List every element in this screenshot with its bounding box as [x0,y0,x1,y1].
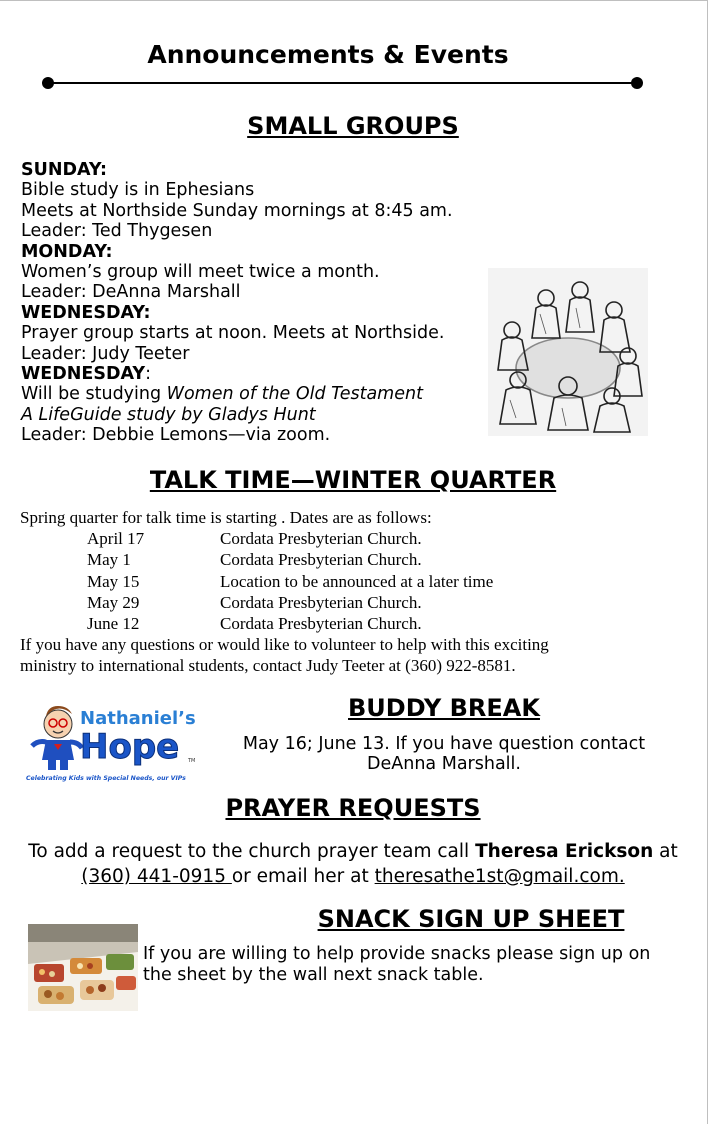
sunday-line2: Meets at Northside Sunday mornings at 8:45 am. [21,200,453,221]
nathaniels-hope-logo [24,694,196,784]
title-divider [47,82,637,84]
prayer-requests-heading: PRAYER REQUESTS [225,794,481,822]
prayer-phone-link[interactable]: (360) 441-0915 [81,866,232,887]
wednesday2-line2 [21,405,453,425]
sunday-line1: Bible study is in Ephesians [21,180,255,201]
schedule-date: May 15 [87,571,140,591]
wednesday-label: WEDNESDAY: [21,302,151,323]
snack-table-photo [28,924,138,1011]
buddy-break-line2: DeAnna Marshall. [367,754,521,774]
prayer-line2 [20,864,686,889]
wednesday2-leader: Leader: Debbie Lemons—via zoom. [21,425,331,446]
monday-line1: Women’s group will meet twice a month. [21,262,380,283]
talk-time-section [20,507,549,677]
prayer-email-link[interactable]: theresathe1st@gmail.com. [374,866,625,887]
divider-dot-left [42,77,54,89]
talk-time-intro: Spring quarter for talk time is starting . Dates are as follows: [20,508,432,527]
schedule-date: May 29 [87,592,140,612]
schedule-date: June 12 [87,613,140,633]
divider-dot-right [631,77,643,89]
logo-brand-line1: Nathaniel’s [80,708,196,729]
schedule-date: April 17 [87,529,145,549]
schedule-row [20,592,549,613]
buddy-break-text [226,734,662,774]
wednesday-line1: Prayer group starts at noon. Meets at Northside. [21,323,445,344]
talk-time-heading: TALK TIME—WINTER QUARTER [149,466,557,494]
schedule-row [20,549,549,570]
wednesday2-line1 [21,384,453,404]
small-groups-heading: SMALL GROUPS [247,112,459,140]
wednesday2-colon: : [145,364,151,385]
small-groups-list [21,160,453,446]
schedule-location: Cordata Presbyterian Church. [220,529,422,549]
schedule-location: Cordata Presbyterian Church. [220,592,422,612]
logo-trademark: TM [188,758,196,764]
wednesday2-book-title: Women of the Old Testament [166,384,423,405]
sunday-label: SUNDAY: [21,160,108,180]
prayer-text-part3: or email her at [231,866,375,887]
talk-time-footer-1: If you have any questions or would like to volunteer to help with this exciting [20,635,549,655]
logo-tagline: Celebrating Kids with Special Needs, our VIPs [26,775,186,782]
buddy-break-heading: BUDDY BREAK [348,694,540,722]
schedule-location: Cordata Presbyterian Church. [220,550,422,570]
wednesday2-book-subtitle: A LifeGuide study by Gladys Hunt [21,404,316,425]
monday-label: MONDAY: [21,241,113,262]
prayer-text-part1: To add a request to the church prayer team call [28,841,476,862]
wednesday2-label-line [21,364,453,384]
snack-line1: If you are willing to help provide snacks please sign up on [143,944,651,964]
snack-line2: the sheet by the wall next snack table. [143,964,484,985]
schedule-date: May 1 [87,550,131,570]
monday-leader: Leader: DeAnna Marshall [21,282,241,303]
logo-brand-line2: Hope [80,727,180,767]
page-title: Announcements & Events [147,40,509,69]
schedule-location: Location to be announced at a later time [220,571,494,591]
buddy-break-line1: May 16; June 13. If you have question contact [242,734,646,754]
schedule-row [20,571,549,592]
prayer-circle-illustration [488,268,648,436]
snack-heading: SNACK SIGN UP SHEET [317,905,625,933]
page-border-top [0,0,708,1]
prayer-requests-text [20,839,686,889]
sunday-leader: Leader: Ted Thygesen [21,221,213,242]
talk-time-footer-2: ministry to international students, contact Judy Teeter at (360) 922-8581. [20,656,516,676]
schedule-row [20,528,549,549]
wednesday2-label: WEDNESDAY [21,364,146,385]
prayer-contact-name: Theresa Erickson [475,841,654,862]
schedule-location: Cordata Presbyterian Church. [220,613,422,633]
prayer-line1 [20,839,686,864]
schedule-row [20,613,549,634]
prayer-text-part2: at [653,841,678,862]
wednesday-leader: Leader: Judy Teeter [21,343,190,364]
wednesday2-prefix: Will be studying [21,384,167,405]
snack-text [143,944,650,985]
